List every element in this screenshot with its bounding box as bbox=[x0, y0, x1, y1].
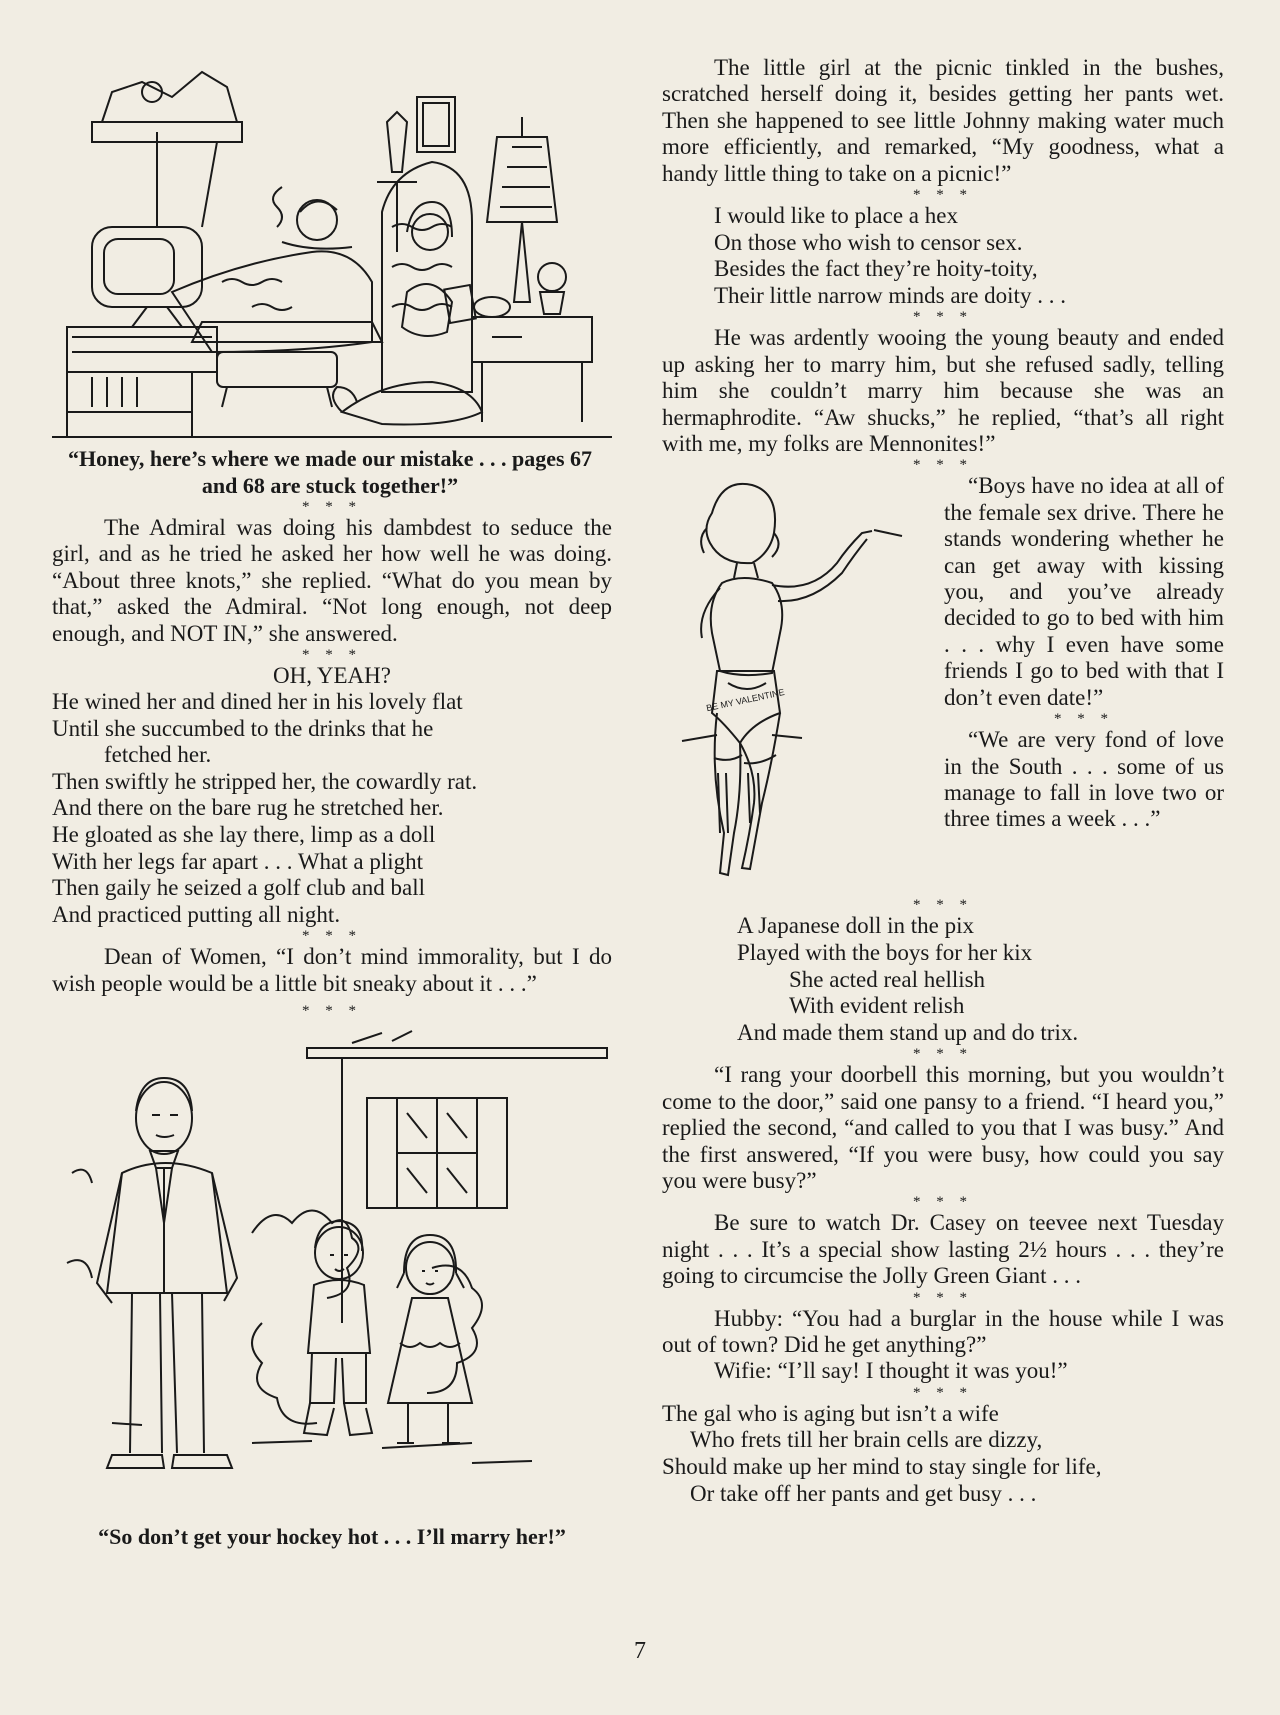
joke-boys: “Boys have no idea at all of the female sex drive. There he stands wondering whether he can get away with kissing you, and you’ve already decided to go to bed with him . . . why I even have some friends I go to bed with that I don’t even date!” bbox=[944, 473, 1224, 710]
separator-stars: * * * bbox=[913, 1194, 973, 1211]
poem-line: And there on the bare rug he stretched her. bbox=[52, 795, 444, 821]
poem-line: And practiced putting all night. bbox=[52, 901, 341, 927]
left-column bbox=[52, 0, 612, 1550]
separator-stars: * * * bbox=[913, 187, 973, 204]
poem-line: fetched her. bbox=[104, 742, 212, 768]
separator-stars: * * * bbox=[302, 928, 362, 945]
cartoon-caption-honey: “Honey, here’s where we made our mistake . . . pages 67 and 68 are stuck together!” bbox=[67, 446, 593, 498]
joke-dean: Dean of Women, “I don’t mind immorality, but I do wish people would be a little bit sneaky about it . . .” bbox=[52, 944, 612, 996]
separator-stars: * * * bbox=[913, 457, 973, 474]
poem-line: I would like to place a hex bbox=[714, 203, 958, 229]
separator-stars: * * * bbox=[913, 1046, 973, 1063]
poem-line: And made them stand up and do trix. bbox=[737, 1019, 1079, 1045]
joke-wifie: Wifie: “I’ll say! I thought it was you!” bbox=[714, 1358, 1068, 1384]
figure-text-wrap bbox=[662, 473, 1224, 903]
separator-stars: * * * bbox=[913, 309, 973, 326]
hockey-cartoon bbox=[52, 1023, 612, 1521]
joke-picnic: The little girl at the picnic tinkled in the bushes, scratched herself doing it, besides getting her pants wet. Then she happened to see little Johnny making water much more efficiently, and remarked, “My goodness, what a handy little thing to take on a picnic!” bbox=[662, 55, 1224, 186]
valentine-figure bbox=[662, 473, 918, 903]
joke-doorbell: “I rang your doorbell this morning, but you wouldn’t come to the door,” said one pansy to a friend. “I heard you,” replied the second, “and called to you that I was busy.” And the first answered, “If you were busy, how could you say you were busy?” bbox=[662, 1062, 1224, 1194]
poem-line: With her legs far apart . . . What a plight bbox=[52, 848, 423, 874]
poem-doll bbox=[662, 913, 1224, 1046]
cartoon-caption-hockey: “So don’t get your hockey hot . . . I’ll marry her!” bbox=[98, 1524, 566, 1550]
poem-line: On those who wish to censor sex. bbox=[714, 229, 1023, 255]
joke-admiral: The Admiral was doing his dambdest to seduce the girl, and as he tried he asked her how well he was doing. “About three knots,” she replied. “What do you mean by that,” asked the Admiral. “Not long enough, not deep enough, and NOT IN,” she answered. bbox=[52, 515, 612, 646]
separator-stars: * * * bbox=[913, 897, 973, 914]
joke-south: “We are very fond of love in the South . . . some of us manage to fall in love two or three times a week . . .” bbox=[944, 727, 1224, 832]
poem-line: He gloated as she lay there, limp as a doll bbox=[52, 822, 436, 847]
poem-gal bbox=[662, 1401, 1224, 1507]
poem-line: The gal who is aging but isn’t a wife bbox=[662, 1400, 999, 1426]
poem-line: Their little narrow minds are doity . . . bbox=[714, 282, 1066, 308]
joke-casey: Be sure to watch Dr. Casey on teevee next Tuesday night . . . It’s a special show lasting 2½ hours . . . they’re going to circumcise the Jolly Green Giant . . . bbox=[662, 1210, 1224, 1289]
joke-hubby: Hubby: “You had a burglar in the house while I was out of town? Did he get anything?” bbox=[662, 1305, 1224, 1358]
poem-line: He wined her and dined her in his lovely flat bbox=[52, 689, 463, 715]
poem-oh-yeah bbox=[52, 689, 612, 928]
separator-stars: * * * bbox=[302, 647, 362, 664]
poem-line: Besides the fact they’re hoity-toity, bbox=[714, 256, 1038, 282]
poem-line: Then swiftly he stripped her, the cowardly rat. bbox=[52, 768, 478, 794]
separator-stars: * * * bbox=[302, 1003, 362, 1020]
separator-stars: * * * bbox=[302, 499, 362, 515]
living-room-cartoon bbox=[52, 52, 612, 442]
poem-hex bbox=[662, 203, 1224, 309]
poem-line: She acted real hellish bbox=[789, 966, 986, 992]
separator-stars: * * * bbox=[913, 1384, 973, 1401]
poem-line: Then gaily he seized a golf club and ball bbox=[52, 875, 425, 901]
poem-line: Or take off her pants and get busy . . . bbox=[690, 1480, 1037, 1506]
poem-line: A Japanese doll in the pix bbox=[737, 913, 974, 939]
poem-line: Should make up her mind to stay single for life, bbox=[662, 1454, 1102, 1480]
right-column bbox=[662, 0, 1224, 1507]
joke-beauty: He was ardently wooing the young beauty and ended up asking her to marry him, but she refused sadly, telling him she couldn’t marry him because she was an hermaphrodite. “Aw shucks,” he replied, “that’s all right with me, my folks are Mennonites!” bbox=[662, 325, 1224, 457]
poem-line: Played with the boys for her kix bbox=[737, 940, 1033, 966]
poem-line: Who frets till her brain cells are dizzy, bbox=[690, 1427, 1043, 1453]
page-number: 7 bbox=[634, 1638, 646, 1664]
separator-stars: * * * bbox=[1054, 711, 1114, 728]
poem-title: OH, YEAH? bbox=[273, 663, 391, 689]
separator-stars: * * * bbox=[913, 1289, 973, 1306]
wrapped-jokes bbox=[944, 473, 1224, 832]
panties-text: BE MY VALENTINE bbox=[705, 687, 786, 714]
poem-line: Until she succumbed to the drinks that he bbox=[52, 715, 434, 741]
poem-line: With evident relish bbox=[789, 993, 965, 1019]
